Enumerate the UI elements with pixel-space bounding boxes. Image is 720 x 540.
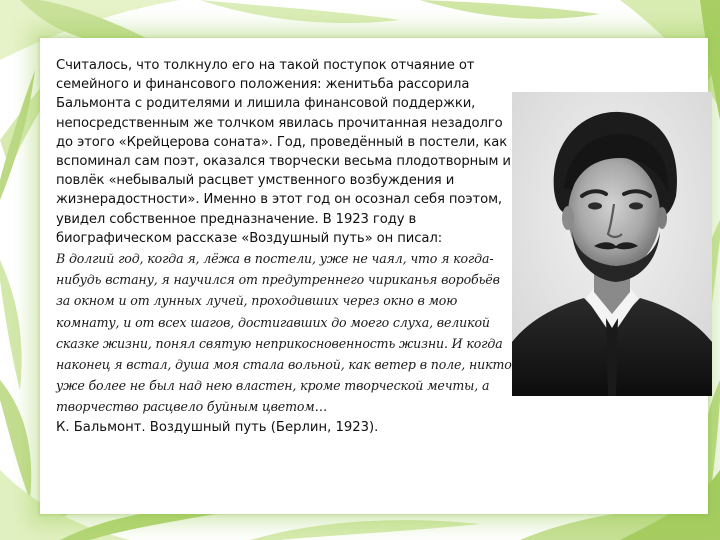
biography-paragraph: Считалось, что толкнуло его на такой поступок отчаяние от семейного и финансового положения: женитьба рассорила Бальмонта с родителями и лишила финансовой поддержки, непосредственным же толчком явилась прочитанная незадолго до этого «Крейцерова соната». Год, проведённый в постели, как вспоминал сам поэт, оказался творчески весьма плодотворным и повлёк «небывалый расцвет умственного возбуждения и жизнерадостности». Именно в этот год он осознал себя поэтом, увидел собственное предназначение. В 1923 году в биографическом рассказе «Воздушный путь» он писал: <box>56 58 511 246</box>
portrait-photo <box>512 92 712 396</box>
quote-citation: К. Бальмонт. Воздушный путь (Берлин, 1923). <box>56 419 379 435</box>
quote-passage: В долгий год, когда я, лёжа в постели, уже не чаял, что я когда-нибудь встану, я научился от предутреннего чириканья воробьёв за окном и от лунных лучей, проходивших через окно в мою комнату, и от всех шагов, достигавших до моего слуха, великой сказке жизни, понял святую неприкосновенность жизни. И когда наконец я встал, душа моя стала вольной, как ветер в поле, никто уже более не был над нею властен, кроме творческой мечты, а творчество расцвело буйным цветом… <box>56 251 512 415</box>
slide-text <box>56 56 512 437</box>
